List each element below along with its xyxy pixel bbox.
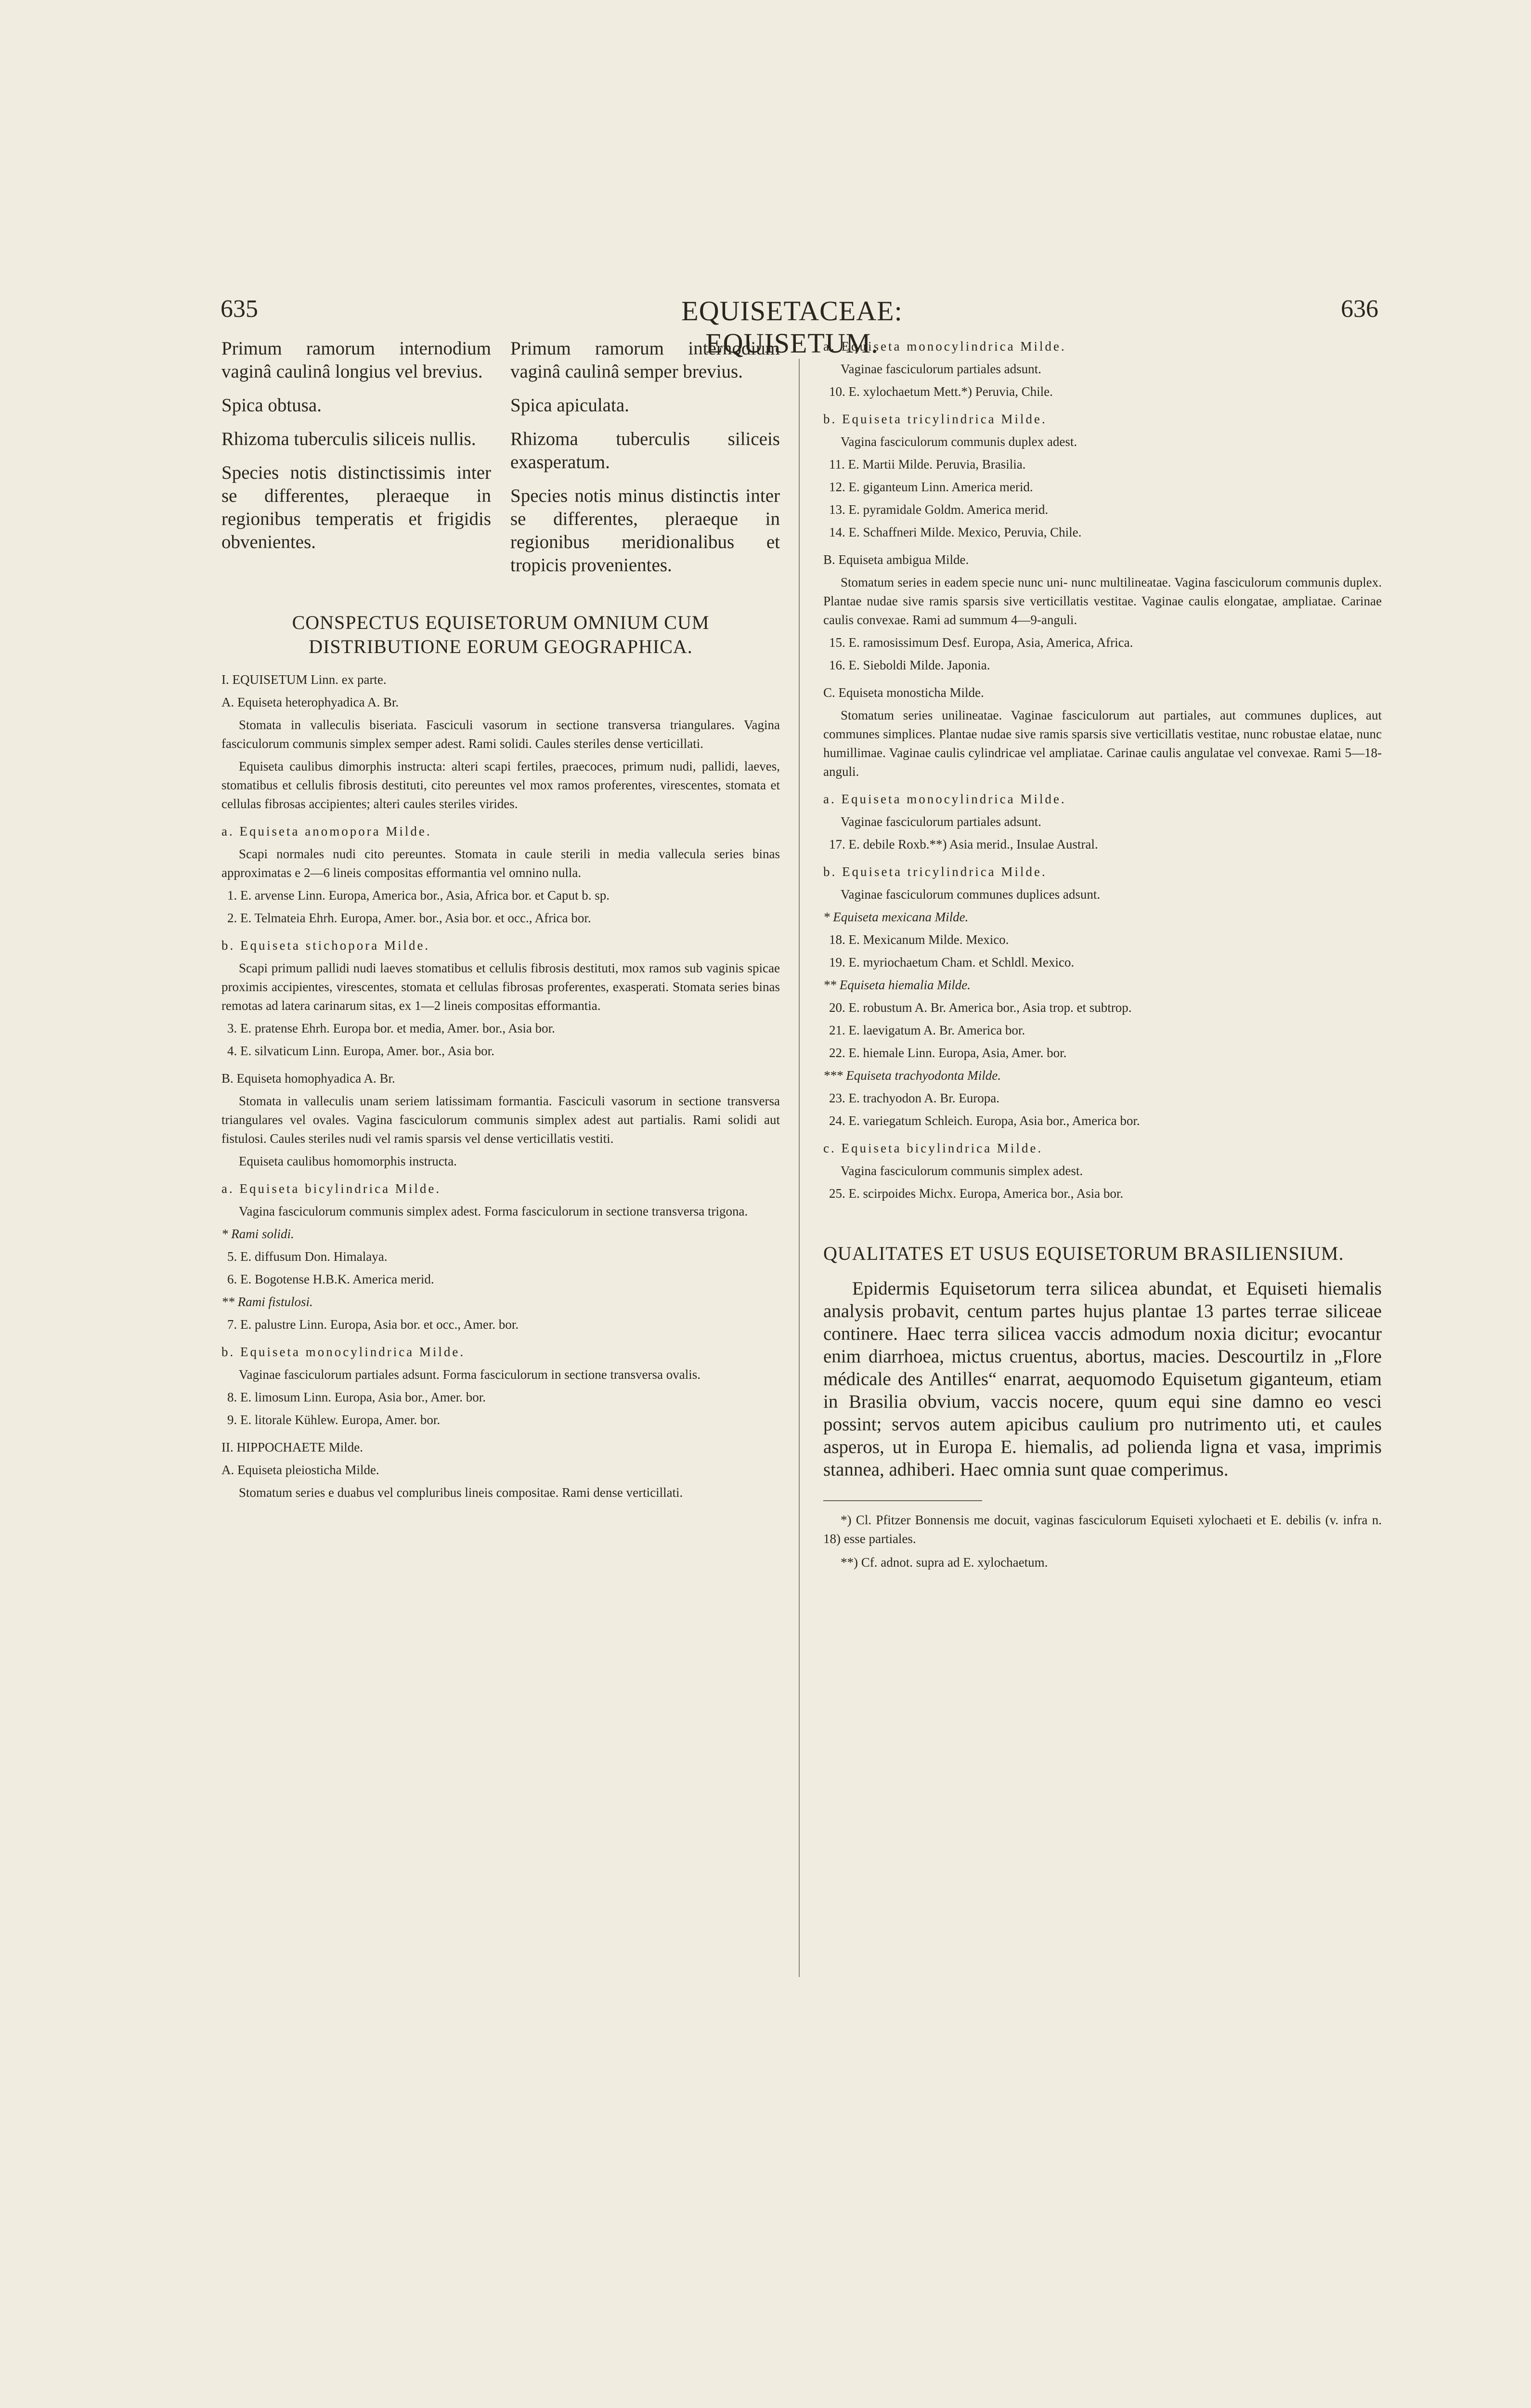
species-entry: 9. E. litorale Kühlew. Europa, Amer. bor. bbox=[227, 1413, 441, 1427]
qualitates-paragraph: Epidermis Equisetorum terra silicea abundat, et Equiseti hiemalis analysis probavit, centum partes hujus plantae 13 partes terrae siliceae continere. Haec terra silicea vaccis admodum noxia dicitur; evocantur enim diarrhoea, mictus cruentus, abortus, macies. Descourtilz in „Flore médicale des Antilles“ enarrat, aequomodo Equisetum giganteum, etiam in Brasilia obvium, vaccis nocere, quum equi sine damno eo vesci possint; servos autem apicibus caulium pro nutrimento uti, et caules asperos, ut in Europa E. hiemalis, ad poliendа ligna et vasa, imprimis stannea, adhiberi. Haec omnia sunt quae comperimus. bbox=[823, 1278, 1382, 1480]
description-paragraph: Vagina fasciculorum communis simplex adest. bbox=[841, 1164, 1083, 1178]
group-heading: * Rami solidi. bbox=[221, 1227, 294, 1241]
comparison-text: Spica obtusa. bbox=[221, 395, 322, 416]
species-entry: 1. E. arvense Linn. Europa, America bor., Asia, Africa bor. et Caput b. sp. bbox=[227, 888, 610, 903]
footnotes bbox=[823, 1511, 1382, 1572]
subsection-heading: b. Equiseta stichopora Milde. bbox=[221, 938, 430, 953]
species-entry: 4. E. silvaticum Linn. Europa, Amer. bor., Asia bor. bbox=[227, 1044, 494, 1058]
description-paragraph: Stomata in valleculis biseriata. Fasciculi vasorum in sectione transversa triangulares. Vagina fasciculorum communis simplex semper adest. Rami solidi. Caules steriles dense verticillati. bbox=[221, 718, 780, 751]
subsection-heading: a. Equiseta monocylindrica Milde. bbox=[823, 792, 1066, 806]
left-column bbox=[221, 337, 780, 1506]
section-heading: B. Equiseta homophyadica A. Br. bbox=[221, 1071, 395, 1086]
species-entry: 21. E. laevigatum A. Br. America bor. bbox=[829, 1023, 1025, 1037]
comparison-text: Species notis distinctissimis inter se differentes, pleraeque in regionibus temperatis et frigidis obvenientes. bbox=[221, 462, 491, 552]
species-entry: 24. E. variegatum Schleich. Europa, Asia bor., America bor. bbox=[829, 1113, 1140, 1128]
subsection-heading: a. Equiseta monocylindrica Milde. bbox=[823, 339, 1066, 353]
subsection-heading: a. Equiseta anomopora Milde. bbox=[221, 824, 432, 838]
subsection-heading: b. Equiseta tricylindrica Milde. bbox=[823, 864, 1047, 879]
conspectus-continued bbox=[823, 337, 1382, 1203]
genus-heading: I. EQUISETUM Linn. ex parte. bbox=[221, 672, 387, 687]
species-entry: 6. E. Bogotense H.B.K. America merid. bbox=[227, 1272, 434, 1286]
conspectus-heading: CONSPECTUS EQUISETORUM OMNIUM CUM DISTRIBUTIONE EORUM GEOGRAPHICA. bbox=[292, 612, 710, 657]
species-entry: 5. E. diffusum Don. Himalaya. bbox=[227, 1249, 388, 1264]
right-column bbox=[823, 337, 1382, 1577]
species-entry: 2. E. Telmateia Ehrh. Europa, Amer. bor., Asia bor. et occ., Africa bor. bbox=[227, 911, 591, 925]
species-entry: 12. E. giganteum Linn. America merid. bbox=[829, 480, 1033, 494]
description-paragraph: Vaginae fasciculorum partiales adsunt. Forma fasciculorum in sectione transversa ovalis. bbox=[239, 1367, 701, 1382]
species-entry: 13. E. pyramidale Goldm. America merid. bbox=[829, 502, 1049, 517]
description-paragraph: Stomatum series unilineatae. Vaginae fasciculorum aut partiales, aut communes duplices, aut communes simplices. Plantae nudae sive ramis sparsis sive verticillatis vestitae, nunc robustae elatae, nunc humillimae. Vaginae caulis cylindricae vel ampliatae. Carinae caulis angulatae vel convexae. Rami 5—18-anguli. bbox=[823, 708, 1382, 779]
page-number-right: 636 bbox=[1341, 295, 1378, 323]
group-heading: ** Equiseta hiemalia Milde. bbox=[823, 978, 971, 992]
column-divider bbox=[799, 359, 800, 1977]
comparison-text: Species notis minus distinctis inter se differentes, pleraeque in regionibus meridionalibus et tropicis provenientes. bbox=[510, 485, 780, 576]
subsection-heading: b. Equiseta monocylindrica Milde. bbox=[221, 1345, 466, 1359]
group-heading: *** Equiseta trachyodonta Milde. bbox=[823, 1068, 1001, 1083]
species-entry: 18. E. Mexicanum Milde. Mexico. bbox=[829, 932, 1009, 947]
comparison-right bbox=[510, 337, 780, 588]
description-paragraph: Stomata in valleculis unam seriem latissimam formantia. Fasciculi vasorum in sectione transversa triangulares vel ovales. Vagina fasciculorum communis simplex adest aut partialis. Rami solidi aut fistulosi. Caules steriles nudi vel ramis sparsis vel dense verticillatis vestiti. bbox=[221, 1094, 780, 1146]
running-title: EQUISETACEAE: EQUISETUM. bbox=[681, 295, 903, 359]
comparison-table bbox=[221, 337, 780, 588]
description-paragraph: Vaginae fasciculorum partiales adsunt. bbox=[841, 362, 1041, 376]
subsection-heading: b. Equiseta tricylindrica Milde. bbox=[823, 412, 1047, 426]
section-heading: C. Equiseta monosticha Milde. bbox=[823, 685, 984, 700]
species-entry: 17. E. debile Roxb.**) Asia merid., Insulae Austral. bbox=[829, 837, 1098, 851]
description-paragraph: Scapi normales nudi cito pereuntes. Stomata in caule sterili in media vallecula series binas approximatas e 2—6 lineis compositas efformantia vel omnino nulla. bbox=[221, 847, 780, 880]
species-entry: 16. E. Sieboldi Milde. Japonia. bbox=[829, 658, 990, 672]
description-paragraph: Vagina fasciculorum communis simplex adest. Forma fasciculorum in sectione transversa trigona. bbox=[239, 1204, 748, 1218]
species-entry: 20. E. robustum A. Br. America bor., Asia trop. et subtrop. bbox=[829, 1000, 1132, 1015]
section-heading: A. Equiseta pleiosticha Milde. bbox=[221, 1463, 379, 1477]
description-paragraph: Stomatum series in eadem specie nunc uni- nunc multilineatae. Vagina fasciculorum communis duplex. Plantae nudae sive ramis sparsis sive verticillatis vestitae. Vaginae caulis elongatae, ampliatae. Carinae caulis convexae. Rami ad summum 4—9-anguli. bbox=[823, 575, 1382, 627]
comparison-text: Primum ramorum internodium vaginâ caulinâ semper brevius. bbox=[510, 338, 780, 382]
qualitates-section bbox=[823, 1277, 1382, 1481]
description-paragraph: Scapi primum pallidi nudi laeves stomatibus et cellulis fibrosis destituti, mox ramos sub vaginis spicae proximis accipientes, virescentes, stomata et cellulas fibrosas proferentes, exasperati. Stomata series binas remotas ad latera carinarum sitas, ex 1—2 lineis compositas efformantia. bbox=[221, 961, 780, 1013]
species-entry: 3. E. pratense Ehrh. Europa bor. et media, Amer. bor., Asia bor. bbox=[227, 1021, 555, 1035]
comparison-text: Spica apiculata. bbox=[510, 395, 629, 416]
description-paragraph: Stomatum series e duabus vel compluribus lineis compositae. Rami dense verticillati. bbox=[239, 1485, 683, 1500]
comparison-text: Rhizoma tuberculis siliceis exasperatum. bbox=[510, 429, 780, 472]
comparison-text: Primum ramorum internodium vaginâ caulinâ longius vel brevius. bbox=[221, 338, 491, 382]
description-paragraph: Equiseta caulibus dimorphis instructa: alteri scapi fertiles, praecoces, primum nudi, pallidi, laeves, stomatibus et cellulis fibrosis destituti, cito pereuntes vel mox ramos proferentes, virescentes, stomata et cellulas fibrosas accipientes; alteri caules steriles virides. bbox=[221, 759, 780, 811]
page-number-left: 635 bbox=[221, 295, 258, 323]
species-entry: 25. E. scirpoides Michx. Europa, America bor., Asia bor. bbox=[829, 1186, 1124, 1201]
description-paragraph: Vaginae fasciculorum communes duplices adsunt. bbox=[841, 887, 1101, 902]
group-heading: ** Rami fistulosi. bbox=[221, 1295, 313, 1309]
footnote-rule bbox=[823, 1500, 982, 1501]
species-entry: 19. E. myriochaetum Cham. et Schldl. Mexico. bbox=[829, 955, 1075, 969]
section-heading: B. Equiseta ambigua Milde. bbox=[823, 552, 969, 567]
species-entry: 22. E. hiemale Linn. Europa, Asia, Amer. bor. bbox=[829, 1046, 1067, 1060]
description-paragraph: Vagina fasciculorum communis duplex adest. bbox=[841, 434, 1077, 449]
comparison-left bbox=[221, 337, 491, 588]
footnote: **) Cf. adnot. supra ad E. xylochaetum. bbox=[841, 1555, 1048, 1570]
species-entry: 8. E. limosum Linn. Europa, Asia bor., Amer. bor. bbox=[227, 1390, 486, 1404]
subsection-heading: c. Equiseta bicylindrica Milde. bbox=[823, 1141, 1043, 1155]
genus-heading: II. HIPPOCHAETE Milde. bbox=[221, 1440, 363, 1454]
footnote: *) Cl. Pfitzer Bonnensis me docuit, vaginas fasciculorum Equiseti xylochaeti et E. debilis (v. infra n. 18) esse partiales. bbox=[823, 1513, 1382, 1546]
group-heading: * Equiseta mexicana Milde. bbox=[823, 910, 969, 924]
comparison-text: Rhizoma tuberculis siliceis nullis. bbox=[221, 429, 476, 449]
species-entry: 14. E. Schaffneri Milde. Mexico, Peruvia, Chile. bbox=[829, 525, 1082, 539]
section-heading: A. Equiseta heterophyadica A. Br. bbox=[221, 695, 399, 709]
species-entry: 23. E. trachyodon A. Br. Europa. bbox=[829, 1091, 999, 1105]
description-paragraph: Equiseta caulibus homomorphis instructa. bbox=[239, 1154, 457, 1168]
qualitates-heading: QUALITATES ET USUS EQUISETORUM BRASILIENSIUM. bbox=[823, 1243, 1344, 1264]
description-paragraph: Vaginae fasciculorum partiales adsunt. bbox=[841, 814, 1041, 829]
conspectus-body bbox=[221, 670, 780, 1502]
species-entry: 7. E. palustre Linn. Europa, Asia bor. et occ., Amer. bor. bbox=[227, 1317, 519, 1332]
species-entry: 11. E. Martii Milde. Peruvia, Brasilia. bbox=[829, 457, 1026, 471]
species-entry: 10. E. xylochaetum Mett.*) Peruvia, Chile. bbox=[829, 384, 1053, 399]
species-entry: 15. E. ramosissimum Desf. Europa, Asia, America, Africa. bbox=[829, 635, 1133, 650]
subsection-heading: a. Equiseta bicylindrica Milde. bbox=[221, 1181, 441, 1196]
